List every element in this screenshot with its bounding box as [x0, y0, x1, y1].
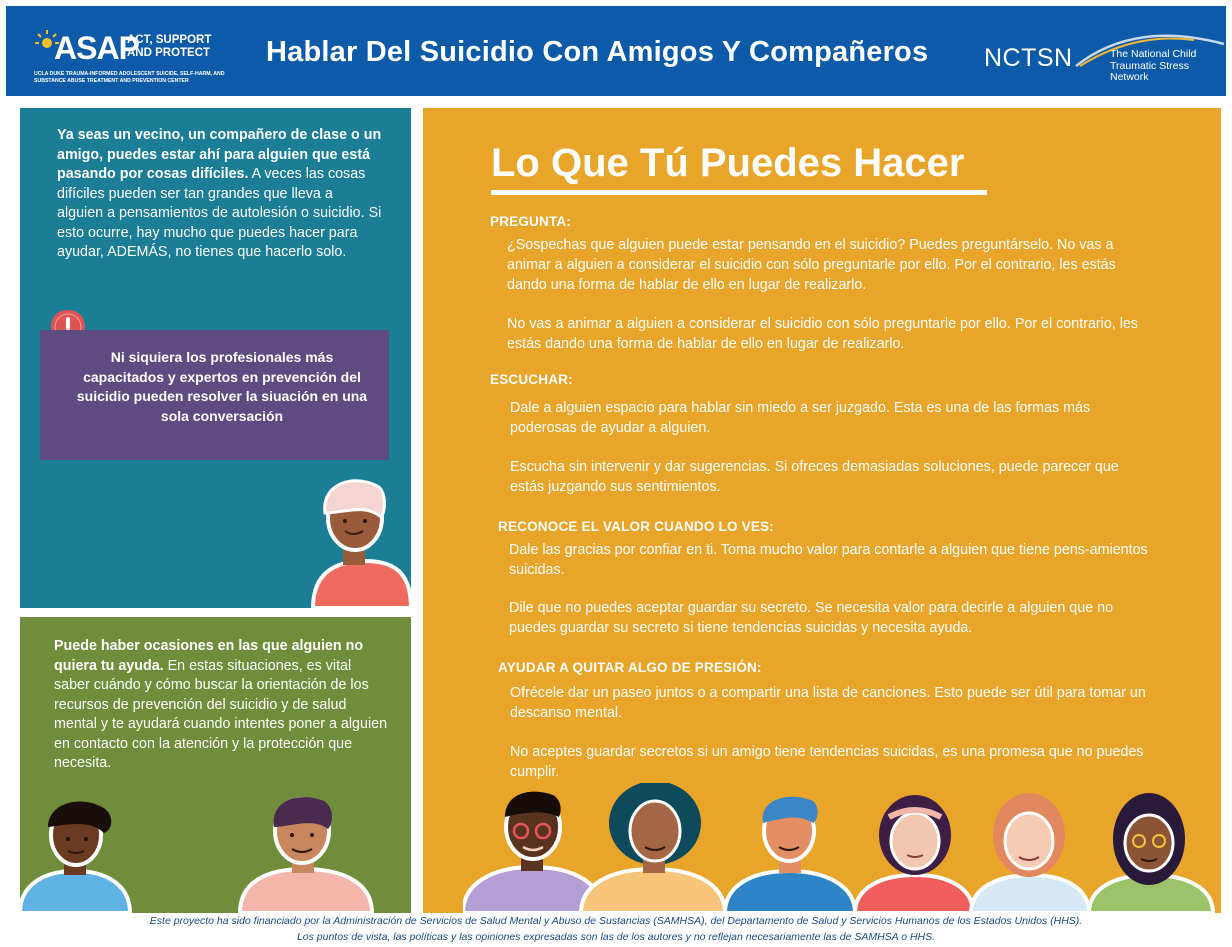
person-6-illustration: [1089, 793, 1213, 913]
section-paragraph: Dale a alguien espacio para hablar sin miedo a ser juzgado. Esta es una de las formas más poderosas de ayudar a alguien.: [510, 400, 1091, 436]
help-panel: [20, 617, 411, 913]
intro-bold-text: Ya seas un vecino, un compañero de clase o un amigo, puedes estar ahí para alguien que está pasando por cosas difíciles.: [57, 127, 382, 182]
callout-text: Ni siquiera los profesionales más capacitados y expertos en prevención del suicidio pueden resolver la siuación en una sola conversación: [76, 349, 368, 424]
section-paragraph: Escucha sin intervenir y dar sugerencias. Si ofreces demasiadas soluciones, puede parecer que estás juzgando sus sentimientos.: [510, 459, 1119, 495]
header-banner: [6, 6, 1226, 96]
section-heading-valor: RECONOCE EL VALOR CUANDO LO VES:: [498, 519, 774, 534]
people-group-illustration: [463, 783, 1221, 913]
title-underline: [491, 190, 987, 195]
nctsn-name-line2: Traumatic Stress Network: [1110, 59, 1189, 83]
section-paragraph: Dile que no puedes aceptar guardar su secreto. Se necesita valor para decirle a alguien que no puedes guardar su secreto si tiene tendencias suicidas y necesita ayuda.: [509, 600, 1114, 636]
intro-rest-text: A veces las cosas difíciles pueden ser tan grandes que lleva a alguien a pensamientos de autolesión o suicidio. Si esto ocurre, hay mucho que puedes hacer para ayudar, ADEMÁS, no tienes que hacerlo solo.: [57, 166, 382, 260]
section-heading-presion: AYUDAR A QUITAR ALGO DE PRESIÓN:: [498, 660, 762, 675]
help-rest-text: En estas situaciones, es vital saber cuándo y cómo buscar la orientación de los recursos de prevención del suicidio y de salud mental y te ayudará cuando intentes poner a alguien en contacto con la atención y la protección que necesita.: [54, 657, 388, 771]
nctsn-name-line1: The National Child: [1110, 48, 1197, 60]
help-text: [54, 637, 389, 774]
asap-subtitle: UCLA DUKE TRAUMA-INFORMED ADOLESCENT SUICIDE, SELF-HARM, AND SUBSTANCE ABUSE TREATMENT AND PREVENTION CENTER: [34, 71, 225, 84]
funding-footer: [0, 913, 1232, 945]
section-paragraph: No aceptes guardar secretos si un amigo tiene tendencias suicidas, es una promesa que no puedes cumplir.: [510, 744, 1144, 780]
asap-tagline: ACT, SUPPORT AND PROTECT: [127, 34, 212, 59]
person-4-illustration: [855, 795, 973, 913]
footer-line-1: Este proyecto ha sido financiado por la Administración de Servicios de Salud Mental y Abuso de Sustancias (SAMHSA), del Departamento de Salud y Servicios Humanos de los Estados Unidos (HHS).: [149, 915, 1083, 927]
section-heading-escuchar: ESCUCHAR:: [490, 372, 573, 387]
person-5-illustration: [971, 793, 1089, 913]
person-illustration-green-1: [20, 799, 140, 913]
nctsn-wordmark: NCTSN: [984, 44, 1073, 72]
intro-text: [57, 126, 382, 263]
person-2-illustration: [581, 783, 725, 913]
section-paragraph: Ofrécele dar un paseo juntos o a compartir una lista de canciones. Esto puede ser útil para tomar un descanso mental.: [510, 685, 1146, 721]
section-paragraph: Dale las gracias por confiar en ti. Toma mucho valor para contarle a alguien que tiene pens-amientos suicidas.: [509, 542, 1148, 578]
section-paragraph: ¿Sospechas que alguien puede estar pensando en el suicidio? Puedes preguntárselo. No vas a animar a alguien a considerar el suicidio con sólo preguntarle por ello. Por el contrario, les estás dando una forma de hablar de ello en lugar de realizarlo.: [507, 237, 1116, 293]
intro-panel: [20, 108, 411, 608]
person-illustration-teal: [295, 473, 411, 608]
actions-title: Lo Que Tú Puedes Hacer: [491, 141, 965, 185]
person-1-illustration: [463, 792, 603, 913]
footer-line-2: Los puntos de vista, las políticas y las opiniones expresadas son las de los autores y no reflejan necesariamente las de SAMHSA o HHS.: [296, 931, 936, 943]
actions-panel: [423, 108, 1221, 913]
section-paragraph: No vas a animar a alguien a considerar el suicidio con sólo preguntarle por ello. Por el contrario, les estás dando una forma de hablar de ello en lugar de realizarlo.: [507, 316, 1138, 352]
callout-box: [40, 330, 389, 460]
nctsn-name: [1110, 49, 1226, 84]
asap-wordmark: ASAP: [54, 30, 139, 66]
person-3-illustration: [725, 797, 855, 913]
page-title: Hablar Del Suicidio Con Amigos Y Compañeros: [266, 36, 929, 68]
section-heading-pregunta: PREGUNTA:: [490, 214, 572, 229]
help-bold-text: Puede haber ocasiones en las que alguien no quiera tu ayuda.: [54, 638, 364, 674]
asap-logo: [32, 28, 238, 90]
person-illustration-green-2: [232, 793, 382, 913]
